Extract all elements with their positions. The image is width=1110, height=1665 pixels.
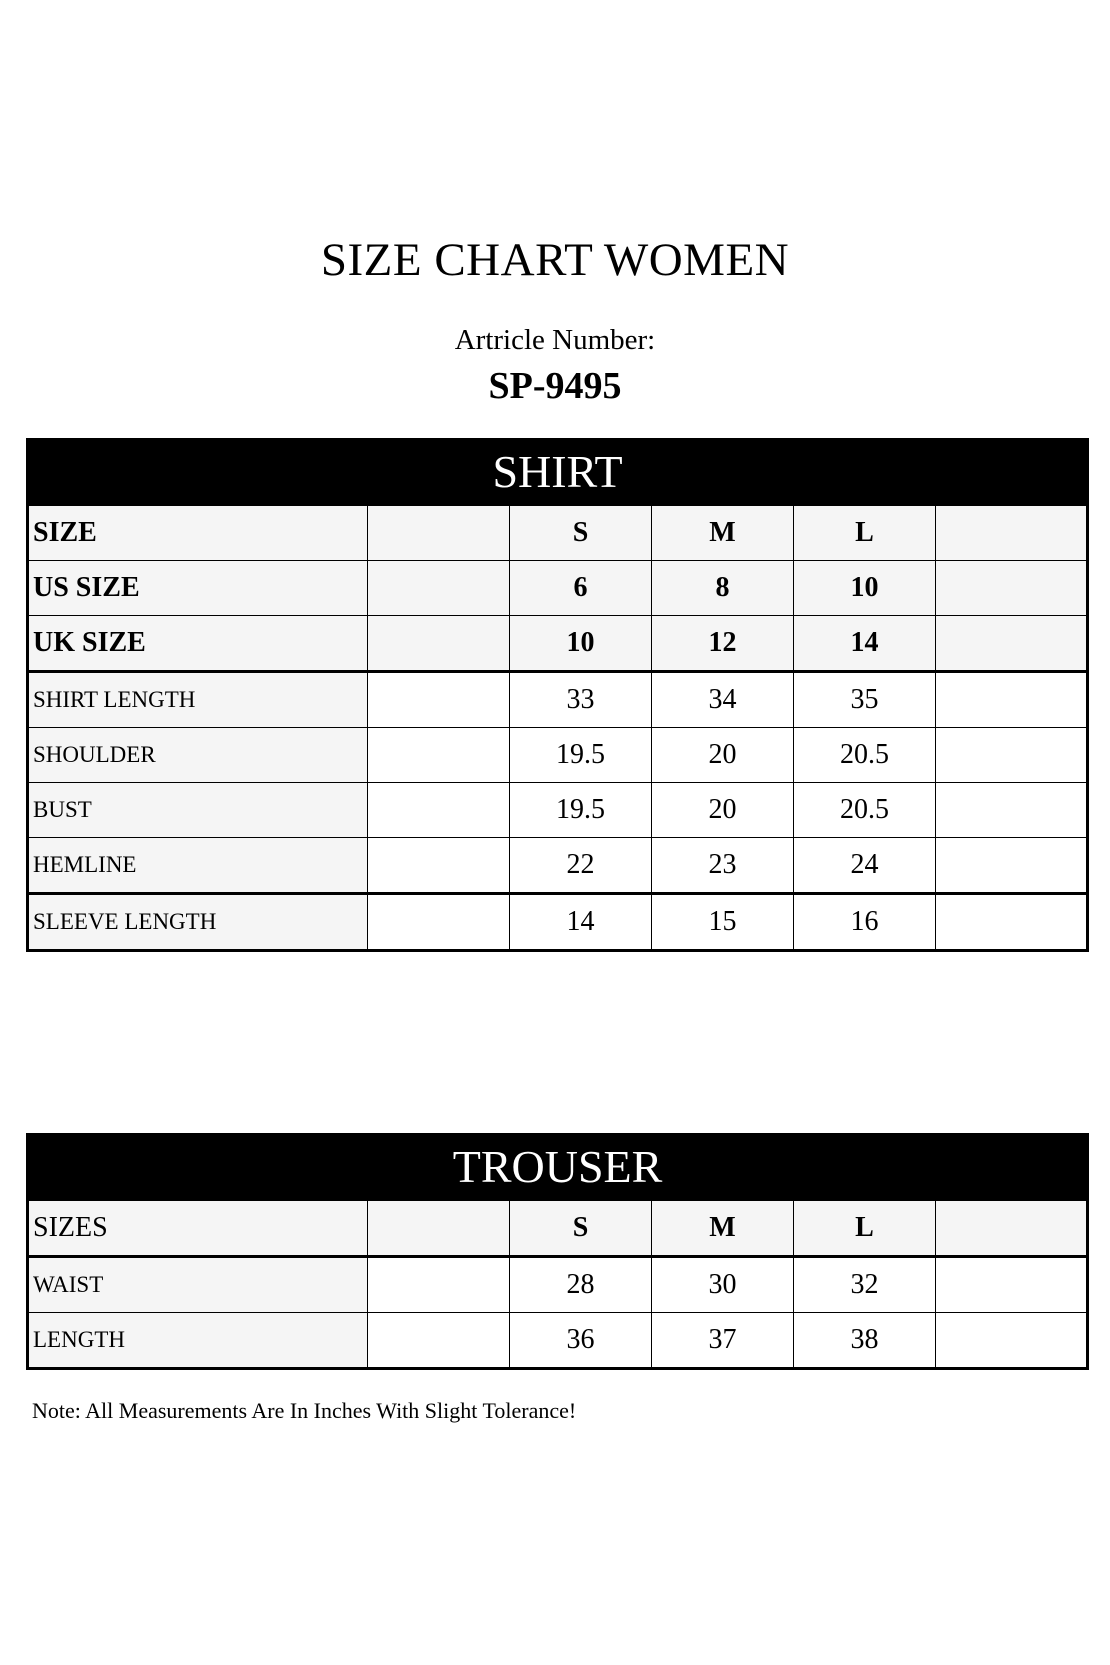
article-number: SP-9495 — [488, 365, 622, 407]
empty-cell — [368, 561, 510, 616]
value-l: 24 — [794, 838, 936, 894]
empty-cell — [368, 505, 510, 561]
length-row — [28, 1313, 1088, 1369]
empty-cell — [368, 616, 510, 672]
value-s: 36 — [510, 1313, 652, 1369]
size-label: SIZE — [28, 505, 368, 561]
value-l: 20.5 — [794, 783, 936, 838]
empty-cell — [936, 616, 1088, 672]
article-number-label: Artricle Number: — [454, 324, 656, 356]
measurement-label: SHIRT LENGTH — [28, 672, 368, 728]
shirt-size-row — [28, 505, 1088, 561]
empty-cell — [936, 561, 1088, 616]
sleeve-length-row — [28, 894, 1088, 951]
shirt-table-header-row — [28, 440, 1088, 505]
trouser-table-header-row — [28, 1135, 1088, 1200]
value-m: 20 — [652, 728, 794, 783]
value-s: 19.5 — [510, 728, 652, 783]
waist-row — [28, 1257, 1088, 1313]
value-m: 23 — [652, 838, 794, 894]
uk-size-row — [28, 616, 1088, 672]
measurement-label: BUST — [28, 783, 368, 838]
trouser-size-table — [26, 1133, 1089, 1370]
value-s: 14 — [510, 894, 652, 951]
value-m: 15 — [652, 894, 794, 951]
empty-cell — [936, 783, 1088, 838]
us-size-m: 8 — [652, 561, 794, 616]
empty-cell — [936, 1200, 1088, 1257]
us-size-l: 10 — [794, 561, 936, 616]
size-m: M — [652, 1200, 794, 1257]
bust-row — [28, 783, 1088, 838]
empty-cell — [936, 728, 1088, 783]
measurement-label: WAIST — [28, 1257, 368, 1313]
uk-size-m: 12 — [652, 616, 794, 672]
shirt-length-row — [28, 672, 1088, 728]
empty-cell — [368, 728, 510, 783]
us-size-row — [28, 561, 1088, 616]
value-s: 22 — [510, 838, 652, 894]
value-s: 19.5 — [510, 783, 652, 838]
value-s: 33 — [510, 672, 652, 728]
value-m: 37 — [652, 1313, 794, 1369]
us-size-s: 6 — [510, 561, 652, 616]
size-l: L — [794, 1200, 936, 1257]
empty-cell — [936, 838, 1088, 894]
value-m: 34 — [652, 672, 794, 728]
value-l: 38 — [794, 1313, 936, 1369]
size-m: M — [652, 505, 794, 561]
trouser-size-row — [28, 1200, 1088, 1257]
size-s: S — [510, 505, 652, 561]
measurement-note: Note: All Measurements Are In Inches With Slight Tolerance! — [32, 1398, 577, 1423]
value-m: 30 — [652, 1257, 794, 1313]
hemline-row — [28, 838, 1088, 894]
shoulder-row — [28, 728, 1088, 783]
uk-size-l: 14 — [794, 616, 936, 672]
measurement-label: SLEEVE LENGTH — [28, 894, 368, 951]
uk-size-s: 10 — [510, 616, 652, 672]
empty-cell — [936, 505, 1088, 561]
value-s: 28 — [510, 1257, 652, 1313]
empty-cell — [936, 1313, 1088, 1369]
empty-cell — [936, 1257, 1088, 1313]
trouser-heading: TROUSER — [28, 1135, 1088, 1200]
size-s: S — [510, 1200, 652, 1257]
shirt-size-table — [26, 438, 1089, 952]
empty-cell — [368, 894, 510, 951]
measurement-label: HEMLINE — [28, 838, 368, 894]
us-size-label: US SIZE — [28, 561, 368, 616]
empty-cell — [368, 1313, 510, 1369]
measurement-label: SHOULDER — [28, 728, 368, 783]
value-m: 20 — [652, 783, 794, 838]
value-l: 35 — [794, 672, 936, 728]
shirt-heading: SHIRT — [28, 440, 1088, 505]
empty-cell — [936, 672, 1088, 728]
uk-size-label: UK SIZE — [28, 616, 368, 672]
empty-cell — [368, 838, 510, 894]
value-l: 32 — [794, 1257, 936, 1313]
empty-cell — [368, 1200, 510, 1257]
empty-cell — [368, 783, 510, 838]
value-l: 16 — [794, 894, 936, 951]
size-l: L — [794, 505, 936, 561]
sizes-label: SIZES — [28, 1200, 368, 1257]
empty-cell — [368, 672, 510, 728]
measurement-label: LENGTH — [28, 1313, 368, 1369]
page-title: SIZE CHART WOMEN — [320, 234, 790, 286]
empty-cell — [368, 1257, 510, 1313]
value-l: 20.5 — [794, 728, 936, 783]
empty-cell — [936, 894, 1088, 951]
